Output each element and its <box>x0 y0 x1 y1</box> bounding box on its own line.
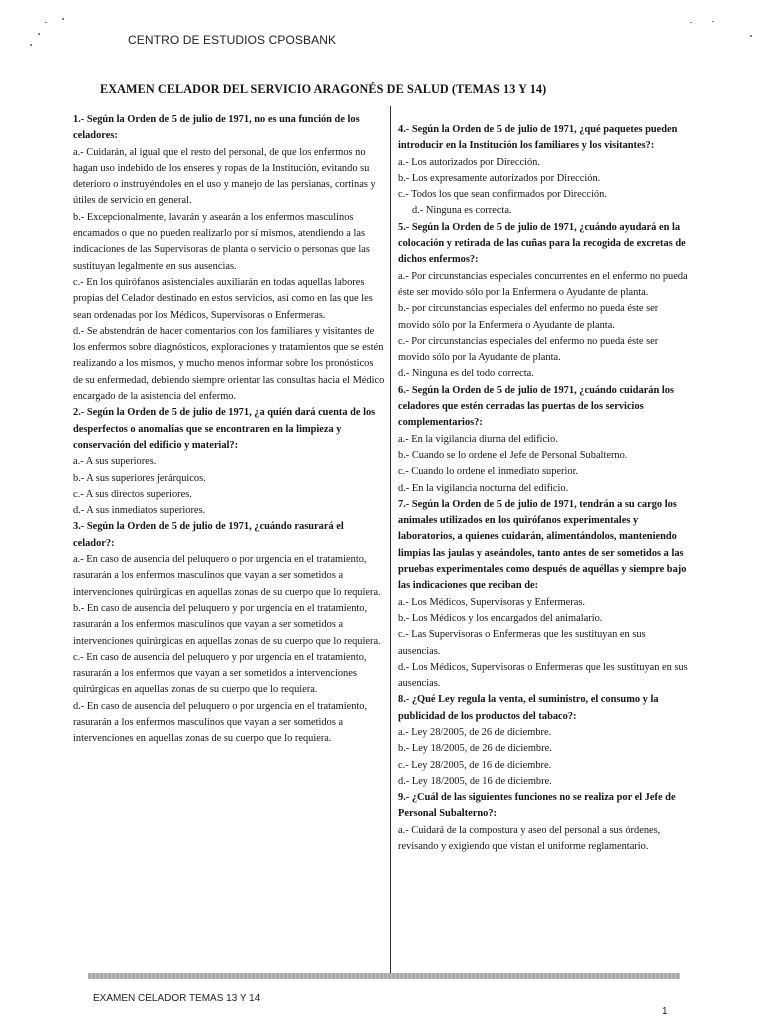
answer-option: a.- Los autorizados por Dirección. <box>398 156 540 168</box>
answer-option: d.- En caso de ausencia del peluquero o por urgencia en el tratamiento, rasurarán a los enfermos masculinos que vayan a ser sometidos a intervenciones en aquellas zonas de su cuerpo que lo requiera. <box>73 700 368 745</box>
answer-option: d.- Ninguna es del todo correcta. <box>398 368 534 380</box>
answer-option: b.- Excepcionalmente, lavarán y asearán a los enfermos masculinos encamados o que no pueden realizarlo por sí mismos, atendiendo a las indicaciones de las Supervisoras de planta o servicio o personas que las sustituyan legalmente en sus ausencias. <box>73 211 370 272</box>
answer-option: d.- Ley 18/2005, de 16 de diciembre. <box>398 775 552 787</box>
right-column <box>398 122 690 855</box>
scan-speck <box>690 22 692 23</box>
scan-speck <box>712 21 714 22</box>
answer-option: b.- Cuando se lo ordene el Jefe de Personal Subalterno. <box>398 449 628 461</box>
answer-option: c.- Las Supervisoras o Enfermeras que les sustituyan en sus ausencias. <box>398 629 646 657</box>
answer-option: c.- Todos los que sean confirmados por Dirección. <box>398 189 607 201</box>
answer-option: a.- Por circunstancias especiales concurrentes en el enfermo no pueda éste ser movido sólo por la Enfermera o Ayudante de planta. <box>398 270 688 298</box>
footer-scan-band <box>88 973 680 979</box>
answer-option: a.- Cuidarán, al igual que el resto del personal, de que los enfermos no hagan uso indebido de los enseres y ropas de la Institución, evitando su deterioro o instruyéndoles en el uso y manejo de las persianas, cortinas y útiles de servicio en general. <box>73 146 376 207</box>
question-text: 1.- Según la Orden de 5 de julio de 1971, no es una función de los celadores: <box>73 114 360 142</box>
answer-option: b.- En caso de ausencia del peluquero y por urgencia en el tratamiento, rasurarán a los enfermos masculinos que vayan a ser sometidos a intervenciones quirúrgicas en aquellas zonas de su cuerpo que lo requiera. <box>73 602 381 647</box>
answer-option: a.- En la vigilancia diurna del edificio. <box>398 433 558 445</box>
answer-option: d.- Se abstendrán de hacer comentarios con los familiares y visitantes de los enfermos sobre diagnósticos, exploraciones y tratamientos que se estén realizando a los mismos, y mucho menos informar sobre los pronósticos de su enfermedad, debiendo siempre orientar las consultas hacia el Médico encargado de la asistencia del enfermo. <box>73 325 385 403</box>
answer-option: c.- En caso de ausencia del peluquero y por urgencia en el tratamiento, rasurarán a los enfermos que vayan a ser sometidos a intervenciones quirúrgicas en aquellas zonas de su cuerpo que lo requiera. <box>73 651 367 696</box>
answer-option: c.- En los quirófanos asistenciales auxiliarán en todas aquellas labores propias del Celador destinado en estos servicios, así como en las que les sean ordenadas por los Médicos, Supervisoras o Enfermeras. <box>73 276 373 321</box>
answer-option: b.- por circunstancias especiales del enfermo no pueda éste ser movido sólo por la Enfermera o Ayudante de planta. <box>398 303 659 331</box>
question-text: 6.- Según la Orden de 5 de julio de 1971, ¿cuándo cuidarán los celadores que estén cerradas las puertas de los servicios complementarios?: <box>398 384 674 429</box>
answer-option: a.- Ley 28/2005, de 26 de diciembre. <box>398 726 552 738</box>
scan-speck <box>62 18 64 20</box>
scan-speck <box>30 44 32 46</box>
answer-option: d.- Los Médicos, Supervisoras o Enfermeras que les sustituyan en sus ausencias. <box>398 661 688 690</box>
answer-option: c.- Por circunstancias especiales del enfermo no pueda éste ser movido sólo por la Ayudante de planta. <box>398 335 659 364</box>
left-column <box>73 112 385 748</box>
question-text: 7.- Según la Orden de 5 de julio de 1971, tendrán a su cargo los animales utilizados en los quirófanos experimentales y laboratorios, a quienes cuidarán, alimentándolos, manteniendo limpias las jaulas y aseándoles, tanto antes de ser sometidos a las pruebas experimentales como después de aquéllas y siempre bajo las indicaciones que reciban de: <box>398 498 687 592</box>
scan-speck <box>750 35 752 37</box>
answer-option: a.- Los Médicos, Supervisoras y Enfermeras. <box>398 596 585 608</box>
question-text: 4.- Según la Orden de 5 de julio de 1971, ¿qué paquetes pueden introducir en la Institución los familiares y los visitantes?: <box>398 124 678 152</box>
page-number: 1 <box>662 1006 668 1017</box>
answer-option: c.- Cuando lo ordene el inmediato superior. <box>398 466 579 478</box>
answer-option: b.- Los Médicos y los encargados del animalario. <box>398 612 603 624</box>
answer-option: d.- Ninguna es correcta. <box>412 205 512 217</box>
document-header: CENTRO DE ESTUDIOS CPOSBANK <box>128 33 337 47</box>
answer-option: a.- En caso de ausencia del peluquero o por urgencia en el tratamiento, rasurarán a los enfermos masculinos que vayan a ser sometidos a intervenciones quirúrgicas en aquellas zonas de su cuerpo que lo requiera. <box>73 554 381 598</box>
answer-option: b.- A sus superiores jerárquicos. <box>73 472 206 484</box>
exam-title: EXAMEN CELADOR DEL SERVICIO ARAGONÉS DE SALUD (TEMAS 13 Y 14) <box>100 82 547 96</box>
answer-option: a.- A sus superiores. <box>73 456 157 468</box>
scan-speck <box>38 33 40 35</box>
answer-option: d.- En la vigilancia nocturna del edificio. <box>398 482 569 494</box>
answer-option: c.- Ley 28/2005, de 16 de diciembre. <box>398 759 552 771</box>
column-divider <box>390 106 391 974</box>
answer-option: d.- A sus inmediatos superiores. <box>73 505 206 517</box>
answer-option: a.- Cuidará de la compostura y aseo del personal a sus órdenes, revisando y exigiendo que vistan el uniforme reglamentario. <box>398 824 661 853</box>
answer-option: c.- A sus directos superiores. <box>73 488 192 500</box>
scan-speck <box>45 22 47 23</box>
answer-option: b.- Ley 18/2005, de 26 de diciembre. <box>398 743 552 755</box>
answer-option: b.- Los expresamente autorizados por Dirección. <box>398 172 601 184</box>
question-text: 3.- Según la Orden de 5 de julio de 1971, ¿cuándo rasurará el celador?: <box>73 521 344 549</box>
footer-text: EXAMEN CELADOR TEMAS 13 Y 14 <box>93 993 261 1004</box>
question-text: 9.- ¿Cuál de las siguientes funciones no se realiza por el Jefe de Personal Subalterno?: <box>398 792 676 820</box>
question-text: 2.- Según la Orden de 5 de julio de 1971, ¿a quién dará cuenta de los desperfectos o anomalías que se encontraren en la limpieza y conservación del edificio y material?: <box>73 407 376 451</box>
question-text: 8.- ¿Qué Ley regula la venta, el suministro, el consumo y la publicidad de los productos del tabaco?: <box>398 694 659 722</box>
question-text: 5.- Según la Orden de 5 de julio de 1971, ¿cuándo ayudará en la colocación y retirada de las cuñas para la recogida de excretas de dichos enfermos?: <box>398 221 686 266</box>
